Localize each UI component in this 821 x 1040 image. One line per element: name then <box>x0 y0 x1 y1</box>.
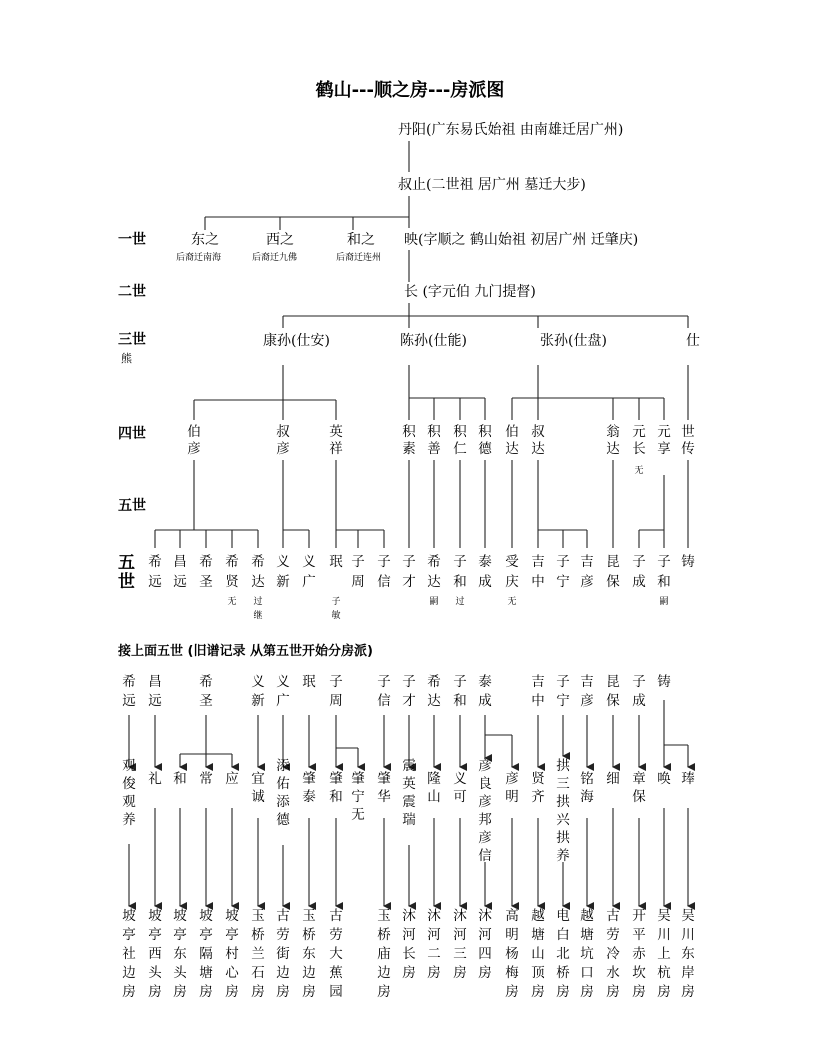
gen1-xizhi-note: 后裔迁九佛 <box>252 253 298 263</box>
gen5-name-14: 受庆 <box>505 554 519 590</box>
gen1-hezhi-note: 后裔迁连州 <box>336 253 382 263</box>
lower-house-11: 沐河二房 <box>427 908 441 981</box>
gen1-dongzhi: 东之 <box>191 232 219 248</box>
lower-top-2: 希圣 <box>199 674 213 709</box>
lower-top-11: 泰成 <box>478 674 492 709</box>
gen5-name-19: 子成 <box>632 554 646 590</box>
gen2-chang: 长 (字元伯 九门提督) <box>404 284 536 300</box>
lower-house-21: 吴川东岸房 <box>681 908 695 1000</box>
gen5-name-9: 子信 <box>377 554 391 590</box>
lower-top-8: 子才 <box>402 674 416 709</box>
gen5-name-17: 吉彦 <box>580 554 594 590</box>
lower-house-17: 越塘坑口房 <box>580 908 594 1000</box>
lower-mid-5: 宜诚 <box>251 771 265 805</box>
lower-house-names <box>122 907 695 1000</box>
gen1-ying: 映(字顺之 鹤山始祖 初居广州 迁肇庆) <box>404 232 639 248</box>
ancestor-danyang: 丹阳(广东易氏始祖 由南雄迁居广州) <box>398 122 624 138</box>
gen-label-5b-bottom: 世 <box>118 572 135 592</box>
page-title: 鹤山---顺之房---房派图 <box>315 80 505 101</box>
lower-mid-10: 肇华 <box>377 771 391 805</box>
lower-top-13: 子宁 <box>556 674 570 709</box>
lower-house-14: 高明杨梅房 <box>505 908 519 1000</box>
lower-house-10: 沐河长房 <box>402 908 416 981</box>
gen4-name-9: 翁达 <box>606 424 620 457</box>
lower-top-16: 子成 <box>632 674 646 709</box>
gen5-note-7: 子敏 <box>331 597 341 621</box>
gen5-note-12: 过 <box>455 597 465 607</box>
lower-mid-18: 铭海 <box>580 771 594 805</box>
lower-top-17: 铸 <box>657 674 671 690</box>
lower-mid-11: 震英震瑞 <box>402 758 416 828</box>
lower-mid-21: 唤 <box>657 771 671 787</box>
lower-top-9: 希达 <box>427 674 441 709</box>
gen5-name-4: 希达 <box>251 554 265 590</box>
lower-house-15: 越塘山顶房 <box>531 908 545 1000</box>
gen-label-5a: 五世 <box>118 498 146 514</box>
gen3-zhangsun: 张孙(仕盘) <box>540 333 607 349</box>
gen5-note-14: 无 <box>507 597 517 607</box>
gen5-note-20: 嗣 <box>659 597 669 607</box>
lower-top-5: 珉 <box>302 674 316 690</box>
lower-top-7: 子信 <box>377 674 391 709</box>
lower-mid-12: 隆山 <box>427 771 441 805</box>
gen5-name-16: 子宁 <box>556 554 570 590</box>
gen5-note-11: 嗣 <box>429 597 439 607</box>
lower-house-3: 坡亭隔塘房 <box>199 908 213 1000</box>
gen5-name-7: 珉 <box>329 554 343 570</box>
lower-mid-19: 细 <box>606 771 620 787</box>
gen5-name-13: 泰成 <box>478 554 492 590</box>
gen4-note-10: 无 <box>634 466 644 476</box>
lower-mid-20: 章保 <box>632 771 646 805</box>
lower-mid-16: 贤齐 <box>531 771 545 805</box>
lower-house-1: 坡亭西头房 <box>148 908 162 1000</box>
lower-house-9: 玉桥庙边房 <box>377 908 391 1000</box>
gen3-shi: 仕 <box>686 333 700 349</box>
lower-mid-22: 琫 <box>681 771 695 787</box>
gen4-name-11: 元享 <box>657 424 671 457</box>
lower-top-12: 吉中 <box>531 674 545 709</box>
lower-mid-4: 应 <box>225 771 239 787</box>
gen5-note-3: 无 <box>227 597 237 607</box>
gen5-name-6: 义广 <box>302 554 316 590</box>
gen5-name-3: 希贤 <box>225 554 239 590</box>
lower-mid-17: 拱三拱兴拱养 <box>556 758 570 864</box>
lower-top-3: 义新 <box>251 674 265 709</box>
gen-label-4: 四世 <box>118 426 146 442</box>
lower-house-0: 坡亭社边房 <box>122 908 136 1000</box>
lower-house-20: 吴川上杭房 <box>657 908 671 1000</box>
gen-label-5b-top: 五 <box>118 553 135 573</box>
gen-label-1: 一世 <box>118 232 146 248</box>
lower-house-7: 玉桥东边房 <box>302 908 316 1000</box>
gen5-name-2: 希圣 <box>199 554 213 590</box>
gen-label-3-extra: 熊 <box>121 352 132 365</box>
gen4-name-10: 元长 <box>632 424 646 457</box>
lower-top-6: 子周 <box>329 674 343 709</box>
lower-house-13: 沐河四房 <box>478 908 492 981</box>
lower-mid-15: 彦明 <box>505 771 519 805</box>
gen-label-2: 二世 <box>118 284 146 300</box>
gen5-name-21: 铸 <box>681 554 695 570</box>
gen5-name-20: 子和 <box>657 554 671 590</box>
gen4-name-12: 世传 <box>681 424 695 457</box>
lower-mid-14: 彦良彦邦彦信 <box>478 758 492 864</box>
gen5-name-0: 希远 <box>148 554 162 590</box>
gen5-name-18: 昆保 <box>606 554 620 590</box>
lower-top-4: 义广 <box>276 674 290 709</box>
gen5-name-10: 子才 <box>402 554 416 590</box>
lower-top-10: 子和 <box>453 674 467 709</box>
gen5-name-8: 子周 <box>351 554 365 590</box>
gen5-note-4: 过继 <box>253 597 263 621</box>
lower-house-12: 沐河三房 <box>453 908 467 981</box>
lower-mid-9: 肇宁无 <box>351 771 365 823</box>
gen4-name-0: 伯彦 <box>187 424 201 457</box>
gen4-name-3: 积素 <box>402 424 416 457</box>
lower-house-18: 古劳冷水房 <box>606 908 620 1000</box>
lower-top-14: 吉彦 <box>580 674 594 709</box>
lower-mid-8: 肇和 <box>329 771 343 805</box>
lower-house-6: 古劳街边房 <box>276 908 290 1000</box>
lower-top-1: 昌远 <box>148 674 162 709</box>
gen5-name-11: 希达 <box>427 554 441 590</box>
gen1-xizhi: 西之 <box>266 232 294 248</box>
lower-mid-13: 义可 <box>453 771 467 805</box>
gen4-name-2: 英祥 <box>329 424 343 457</box>
gen3-kangsun: 康孙(仕安) <box>263 333 330 349</box>
gen5-name-5: 义新 <box>276 554 290 590</box>
gen5-name-1: 昌远 <box>173 554 187 590</box>
lower-house-16: 电白北桥房 <box>556 908 570 1000</box>
lower-mid-1: 礼 <box>148 771 162 787</box>
gen4-names <box>187 424 695 476</box>
gen4-name-7: 伯达 <box>505 424 519 457</box>
gen1-dongzhi-note: 后裔迁南海 <box>176 253 222 263</box>
gen4-name-4: 积善 <box>427 424 441 457</box>
gen1-hezhi: 和之 <box>347 232 375 248</box>
gen-label-3: 三世 <box>118 332 146 348</box>
lower-mid-0: 观俊观养 <box>122 758 136 828</box>
lower-top-0: 希远 <box>122 674 136 709</box>
gen3-chensun: 陈孙(仕能) <box>400 333 467 349</box>
gen5-name-15: 吉中 <box>531 554 545 590</box>
lower-house-19: 开平赤坎房 <box>632 908 646 1000</box>
gen4-name-8: 叔达 <box>531 424 545 457</box>
lower-top-names <box>122 673 671 709</box>
lower-mid-6: 添佑添德 <box>276 758 290 828</box>
lower-house-2: 坡亭东头房 <box>173 908 187 1000</box>
gen4-name-1: 叔彦 <box>276 424 290 457</box>
lower-mid-2: 和 <box>173 771 187 787</box>
gen4-name-6: 积德 <box>478 424 492 457</box>
lower-house-8: 古劳大蕉园 <box>329 908 343 1000</box>
ancestor-shuzhi: 叔止(二世祖 居广州 墓迁大步) <box>398 177 586 193</box>
lower-top-15: 昆保 <box>606 674 620 709</box>
gen4-name-5: 积仁 <box>453 424 467 457</box>
lower-mid-3: 常 <box>199 771 213 787</box>
gen5-name-12: 子和 <box>453 554 467 590</box>
lower-subtitle: 接上面五世 (旧谱记录 从第五世开始分房派) <box>118 644 373 659</box>
lower-mid-7: 肇泰 <box>302 771 316 805</box>
lower-house-5: 玉桥兰石房 <box>251 908 265 1000</box>
lower-house-4: 坡亭村心房 <box>225 908 239 1000</box>
gen5-names <box>148 553 695 621</box>
